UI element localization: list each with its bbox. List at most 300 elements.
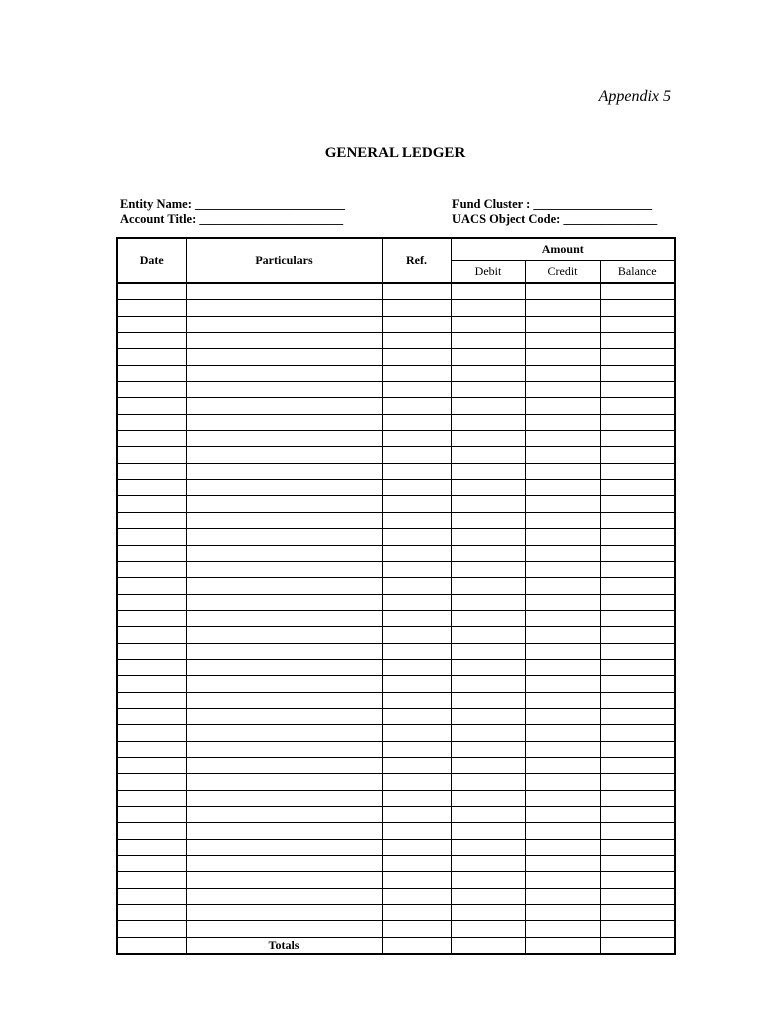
balance-cell[interactable]: [600, 365, 675, 381]
balance-cell[interactable]: [600, 431, 675, 447]
debit-cell[interactable]: [451, 561, 525, 577]
particulars-cell[interactable]: [186, 807, 382, 823]
ref-cell[interactable]: [382, 447, 451, 463]
balance-cell[interactable]: [600, 283, 675, 300]
balance-cell[interactable]: [600, 643, 675, 659]
ref-cell[interactable]: [382, 431, 451, 447]
balance-cell[interactable]: [600, 659, 675, 675]
date-cell[interactable]: [117, 382, 186, 398]
ref-cell[interactable]: [382, 480, 451, 496]
totals-ref-cell: [382, 937, 451, 954]
col-header-particulars: Particulars: [186, 238, 382, 283]
ref-cell[interactable]: [382, 382, 451, 398]
table-row: [117, 790, 675, 806]
particulars-cell[interactable]: [186, 398, 382, 414]
credit-cell[interactable]: [525, 757, 600, 773]
ref-cell[interactable]: [382, 561, 451, 577]
ref-cell[interactable]: [382, 774, 451, 790]
date-cell[interactable]: [117, 708, 186, 724]
table-row: [117, 578, 675, 594]
debit-cell[interactable]: [451, 382, 525, 398]
credit-cell[interactable]: [525, 316, 600, 332]
debit-cell[interactable]: [451, 905, 525, 921]
balance-cell[interactable]: [600, 774, 675, 790]
date-cell[interactable]: [117, 496, 186, 512]
balance-cell[interactable]: [600, 610, 675, 626]
totals-debit-cell[interactable]: [451, 937, 525, 954]
debit-cell[interactable]: [451, 643, 525, 659]
balance-cell[interactable]: [600, 757, 675, 773]
ref-cell[interactable]: [382, 692, 451, 708]
balance-cell[interactable]: [600, 692, 675, 708]
particulars-cell[interactable]: [186, 414, 382, 430]
table-row: [117, 447, 675, 463]
particulars-cell[interactable]: [186, 839, 382, 855]
table-row: [117, 545, 675, 561]
debit-cell[interactable]: [451, 349, 525, 365]
credit-cell[interactable]: [525, 283, 600, 300]
particulars-cell[interactable]: [186, 708, 382, 724]
credit-cell[interactable]: [525, 333, 600, 349]
ref-cell[interactable]: [382, 496, 451, 512]
debit-cell[interactable]: [451, 496, 525, 512]
ref-cell[interactable]: [382, 316, 451, 332]
particulars-cell[interactable]: [186, 856, 382, 872]
date-cell[interactable]: [117, 349, 186, 365]
particulars-cell[interactable]: [186, 676, 382, 692]
debit-cell[interactable]: [451, 757, 525, 773]
debit-cell[interactable]: [451, 594, 525, 610]
balance-cell[interactable]: [600, 561, 675, 577]
table-row: [117, 561, 675, 577]
account-title-field: Account Title: _______________________: [120, 212, 344, 226]
debit-cell[interactable]: [451, 872, 525, 888]
credit-cell[interactable]: [525, 578, 600, 594]
credit-cell[interactable]: [525, 610, 600, 626]
date-cell[interactable]: [117, 839, 186, 855]
credit-cell[interactable]: [525, 774, 600, 790]
col-header-ref: Ref.: [382, 238, 451, 283]
appendix-label: Appendix 5: [598, 88, 671, 105]
table-row: [117, 283, 675, 300]
balance-cell[interactable]: [600, 708, 675, 724]
credit-cell[interactable]: [525, 676, 600, 692]
credit-cell[interactable]: [525, 561, 600, 577]
balance-cell[interactable]: [600, 578, 675, 594]
date-cell[interactable]: [117, 823, 186, 839]
particulars-cell[interactable]: [186, 561, 382, 577]
date-cell[interactable]: [117, 856, 186, 872]
document-title: GENERAL LEDGER: [324, 145, 466, 161]
credit-cell[interactable]: [525, 300, 600, 316]
table-row: [117, 610, 675, 626]
debit-cell[interactable]: [451, 888, 525, 904]
date-cell[interactable]: [117, 888, 186, 904]
date-cell[interactable]: [117, 725, 186, 741]
ref-cell[interactable]: [382, 888, 451, 904]
particulars-cell[interactable]: [186, 463, 382, 479]
debit-cell[interactable]: [451, 431, 525, 447]
particulars-cell[interactable]: [186, 529, 382, 545]
balance-cell[interactable]: [600, 333, 675, 349]
debit-cell[interactable]: [451, 545, 525, 561]
particulars-cell[interactable]: [186, 496, 382, 512]
date-cell[interactable]: [117, 659, 186, 675]
date-cell[interactable]: [117, 365, 186, 381]
credit-cell[interactable]: [525, 627, 600, 643]
table-row: [117, 676, 675, 692]
ledger-body: [117, 283, 675, 954]
table-row: [117, 807, 675, 823]
credit-cell[interactable]: [525, 398, 600, 414]
ref-cell[interactable]: [382, 725, 451, 741]
table-row: [117, 856, 675, 872]
ledger-table: [116, 237, 676, 955]
particulars-cell[interactable]: [186, 594, 382, 610]
particulars-cell[interactable]: [186, 921, 382, 937]
balance-cell[interactable]: [600, 512, 675, 528]
balance-cell[interactable]: [600, 888, 675, 904]
date-cell[interactable]: [117, 905, 186, 921]
debit-cell[interactable]: [451, 414, 525, 430]
credit-cell[interactable]: [525, 708, 600, 724]
ref-cell[interactable]: [382, 414, 451, 430]
particulars-cell[interactable]: [186, 365, 382, 381]
credit-cell[interactable]: [525, 414, 600, 430]
particulars-cell[interactable]: [186, 725, 382, 741]
debit-cell[interactable]: [451, 741, 525, 757]
debit-cell[interactable]: [451, 300, 525, 316]
credit-cell[interactable]: [525, 856, 600, 872]
table-row: [117, 921, 675, 937]
ref-cell[interactable]: [382, 659, 451, 675]
table-row: [117, 349, 675, 365]
table-row: [117, 431, 675, 447]
ref-cell[interactable]: [382, 643, 451, 659]
table-row: [117, 774, 675, 790]
ref-cell[interactable]: [382, 627, 451, 643]
table-row: [117, 659, 675, 675]
col-header-amount: Amount: [451, 238, 675, 261]
date-cell[interactable]: [117, 447, 186, 463]
date-cell[interactable]: [117, 283, 186, 300]
ref-cell[interactable]: [382, 757, 451, 773]
credit-cell[interactable]: [525, 365, 600, 381]
balance-cell[interactable]: [600, 905, 675, 921]
totals-label: Totals: [186, 937, 382, 954]
debit-cell[interactable]: [451, 856, 525, 872]
uacs-object-code-field: UACS Object Code: _______________: [452, 212, 658, 226]
credit-cell[interactable]: [525, 823, 600, 839]
date-cell[interactable]: [117, 774, 186, 790]
date-cell[interactable]: [117, 627, 186, 643]
date-cell[interactable]: [117, 333, 186, 349]
debit-cell[interactable]: [451, 708, 525, 724]
balance-cell[interactable]: [600, 790, 675, 806]
date-cell[interactable]: [117, 676, 186, 692]
ref-cell[interactable]: [382, 333, 451, 349]
table-row: [117, 463, 675, 479]
credit-cell[interactable]: [525, 659, 600, 675]
table-row: [117, 480, 675, 496]
debit-cell[interactable]: [451, 333, 525, 349]
date-cell[interactable]: [117, 545, 186, 561]
date-cell[interactable]: [117, 529, 186, 545]
ref-cell[interactable]: [382, 839, 451, 855]
debit-cell[interactable]: [451, 512, 525, 528]
balance-cell[interactable]: [600, 872, 675, 888]
ref-cell[interactable]: [382, 594, 451, 610]
debit-cell[interactable]: [451, 627, 525, 643]
balance-cell[interactable]: [600, 529, 675, 545]
table-row: [117, 757, 675, 773]
date-cell[interactable]: [117, 300, 186, 316]
credit-cell[interactable]: [525, 905, 600, 921]
debit-cell[interactable]: [451, 283, 525, 300]
particulars-cell[interactable]: [186, 741, 382, 757]
particulars-cell[interactable]: [186, 447, 382, 463]
balance-cell[interactable]: [600, 823, 675, 839]
debit-cell[interactable]: [451, 823, 525, 839]
balance-cell[interactable]: [600, 414, 675, 430]
particulars-cell[interactable]: [186, 692, 382, 708]
date-cell[interactable]: [117, 610, 186, 626]
credit-cell[interactable]: [525, 480, 600, 496]
particulars-cell[interactable]: [186, 659, 382, 675]
debit-cell[interactable]: [451, 398, 525, 414]
debit-cell[interactable]: [451, 447, 525, 463]
totals-date-cell: [117, 937, 186, 954]
date-cell[interactable]: [117, 741, 186, 757]
balance-cell[interactable]: [600, 316, 675, 332]
particulars-cell[interactable]: [186, 480, 382, 496]
ref-cell[interactable]: [382, 856, 451, 872]
balance-cell[interactable]: [600, 839, 675, 855]
credit-cell[interactable]: [525, 921, 600, 937]
particulars-cell[interactable]: [186, 643, 382, 659]
table-row: [117, 398, 675, 414]
totals-credit-cell[interactable]: [525, 937, 600, 954]
ref-cell[interactable]: [382, 463, 451, 479]
table-row: [117, 594, 675, 610]
table-row: [117, 529, 675, 545]
table-row: [117, 627, 675, 643]
debit-cell[interactable]: [451, 578, 525, 594]
particulars-cell[interactable]: [186, 512, 382, 528]
debit-cell[interactable]: [451, 610, 525, 626]
ref-cell[interactable]: [382, 708, 451, 724]
balance-cell[interactable]: [600, 480, 675, 496]
credit-cell[interactable]: [525, 725, 600, 741]
particulars-cell[interactable]: [186, 300, 382, 316]
debit-cell[interactable]: [451, 316, 525, 332]
ref-cell[interactable]: [382, 921, 451, 937]
table-row: [117, 333, 675, 349]
ref-cell[interactable]: [382, 790, 451, 806]
credit-cell[interactable]: [525, 447, 600, 463]
debit-cell[interactable]: [451, 463, 525, 479]
debit-cell[interactable]: [451, 790, 525, 806]
balance-cell[interactable]: [600, 807, 675, 823]
date-cell[interactable]: [117, 757, 186, 773]
table-row: [117, 365, 675, 381]
table-row: [117, 316, 675, 332]
credit-cell[interactable]: [525, 431, 600, 447]
date-cell[interactable]: [117, 316, 186, 332]
table-row: [117, 512, 675, 528]
date-cell[interactable]: [117, 692, 186, 708]
particulars-cell[interactable]: [186, 905, 382, 921]
ref-cell[interactable]: [382, 741, 451, 757]
date-cell[interactable]: [117, 578, 186, 594]
balance-cell[interactable]: [600, 300, 675, 316]
balance-cell[interactable]: [600, 627, 675, 643]
table-row: [117, 725, 675, 741]
credit-cell[interactable]: [525, 463, 600, 479]
particulars-cell[interactable]: [186, 774, 382, 790]
ref-cell[interactable]: [382, 578, 451, 594]
date-cell[interactable]: [117, 463, 186, 479]
ref-cell[interactable]: [382, 300, 451, 316]
balance-cell[interactable]: [600, 856, 675, 872]
date-cell[interactable]: [117, 594, 186, 610]
debit-cell[interactable]: [451, 921, 525, 937]
date-cell[interactable]: [117, 872, 186, 888]
table-row: [117, 905, 675, 921]
ref-cell[interactable]: [382, 610, 451, 626]
particulars-cell[interactable]: [186, 578, 382, 594]
table-row: [117, 708, 675, 724]
balance-cell[interactable]: [600, 741, 675, 757]
table-row: [117, 382, 675, 398]
credit-cell[interactable]: [525, 692, 600, 708]
particulars-cell[interactable]: [186, 823, 382, 839]
totals-balance-cell[interactable]: [600, 937, 675, 954]
balance-cell[interactable]: [600, 725, 675, 741]
particulars-cell[interactable]: [186, 349, 382, 365]
ref-cell[interactable]: [382, 398, 451, 414]
ref-cell[interactable]: [382, 545, 451, 561]
particulars-cell[interactable]: [186, 757, 382, 773]
table-row: [117, 300, 675, 316]
particulars-cell[interactable]: [186, 610, 382, 626]
table-row: [117, 888, 675, 904]
col-header-credit: Credit: [525, 261, 600, 284]
balance-cell[interactable]: [600, 545, 675, 561]
credit-cell[interactable]: [525, 839, 600, 855]
debit-cell[interactable]: [451, 807, 525, 823]
debit-cell[interactable]: [451, 692, 525, 708]
table-row: [117, 741, 675, 757]
debit-cell[interactable]: [451, 774, 525, 790]
balance-cell[interactable]: [600, 921, 675, 937]
debit-cell[interactable]: [451, 365, 525, 381]
credit-cell[interactable]: [525, 545, 600, 561]
credit-cell[interactable]: [525, 741, 600, 757]
totals-row: [117, 937, 675, 954]
credit-cell[interactable]: [525, 872, 600, 888]
date-cell[interactable]: [117, 480, 186, 496]
particulars-cell[interactable]: [186, 333, 382, 349]
particulars-cell[interactable]: [186, 382, 382, 398]
debit-cell[interactable]: [451, 676, 525, 692]
particulars-cell[interactable]: [186, 627, 382, 643]
table-row: [117, 839, 675, 855]
credit-cell[interactable]: [525, 529, 600, 545]
debit-cell[interactable]: [451, 480, 525, 496]
balance-cell[interactable]: [600, 398, 675, 414]
ref-cell[interactable]: [382, 529, 451, 545]
date-cell[interactable]: [117, 431, 186, 447]
credit-cell[interactable]: [525, 594, 600, 610]
credit-cell[interactable]: [525, 512, 600, 528]
credit-cell[interactable]: [525, 807, 600, 823]
balance-cell[interactable]: [600, 447, 675, 463]
table-row: [117, 872, 675, 888]
date-cell[interactable]: [117, 790, 186, 806]
particulars-cell[interactable]: [186, 790, 382, 806]
table-row: [117, 823, 675, 839]
ref-cell[interactable]: [382, 512, 451, 528]
credit-cell[interactable]: [525, 790, 600, 806]
balance-cell[interactable]: [600, 349, 675, 365]
credit-cell[interactable]: [525, 496, 600, 512]
ref-cell[interactable]: [382, 283, 451, 300]
col-header-balance: Balance: [600, 261, 675, 284]
particulars-cell[interactable]: [186, 545, 382, 561]
ref-cell[interactable]: [382, 807, 451, 823]
balance-cell[interactable]: [600, 496, 675, 512]
credit-cell[interactable]: [525, 349, 600, 365]
date-cell[interactable]: [117, 414, 186, 430]
debit-cell[interactable]: [451, 725, 525, 741]
table-row: [117, 643, 675, 659]
date-cell[interactable]: [117, 398, 186, 414]
debit-cell[interactable]: [451, 659, 525, 675]
balance-cell[interactable]: [600, 382, 675, 398]
ref-cell[interactable]: [382, 905, 451, 921]
date-cell[interactable]: [117, 561, 186, 577]
particulars-cell[interactable]: [186, 431, 382, 447]
table-row: [117, 692, 675, 708]
date-cell[interactable]: [117, 512, 186, 528]
entity-name-field: Entity Name: ________________________: [120, 197, 345, 211]
debit-cell[interactable]: [451, 529, 525, 545]
particulars-cell[interactable]: [186, 283, 382, 300]
col-header-debit: Debit: [451, 261, 525, 284]
ref-cell[interactable]: [382, 872, 451, 888]
balance-cell[interactable]: [600, 594, 675, 610]
date-cell[interactable]: [117, 921, 186, 937]
credit-cell[interactable]: [525, 643, 600, 659]
table-row: [117, 496, 675, 512]
particulars-cell[interactable]: [186, 872, 382, 888]
date-cell[interactable]: [117, 807, 186, 823]
credit-cell[interactable]: [525, 382, 600, 398]
date-cell[interactable]: [117, 643, 186, 659]
balance-cell[interactable]: [600, 676, 675, 692]
ref-cell[interactable]: [382, 365, 451, 381]
ref-cell[interactable]: [382, 823, 451, 839]
debit-cell[interactable]: [451, 839, 525, 855]
particulars-cell[interactable]: [186, 888, 382, 904]
credit-cell[interactable]: [525, 888, 600, 904]
ref-cell[interactable]: [382, 349, 451, 365]
balance-cell[interactable]: [600, 463, 675, 479]
particulars-cell[interactable]: [186, 316, 382, 332]
col-header-date: Date: [117, 238, 186, 283]
ref-cell[interactable]: [382, 676, 451, 692]
